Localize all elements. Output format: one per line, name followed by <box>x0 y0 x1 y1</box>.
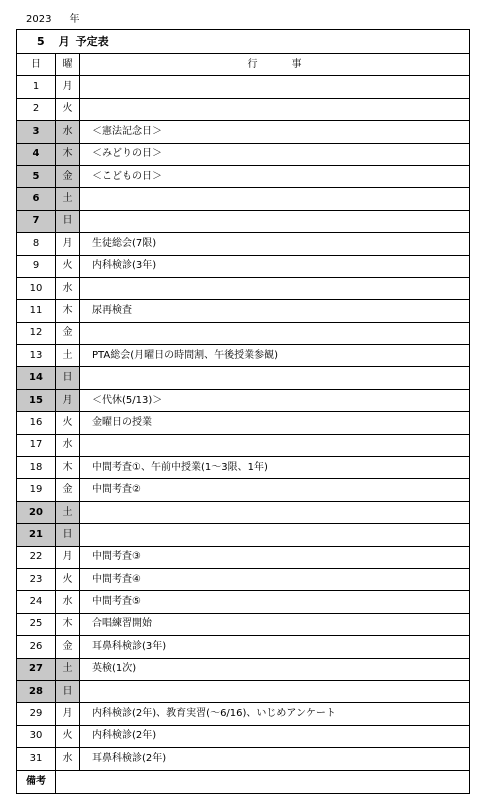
day-of-week: 日 <box>56 680 80 702</box>
day-row <box>17 658 470 680</box>
day-of-week: 金 <box>56 636 80 658</box>
event-text: 耳鼻科検診(3年) <box>80 636 470 658</box>
day-of-week: 月 <box>56 703 80 725</box>
day-row <box>17 591 470 613</box>
day-number: 20 <box>17 501 56 523</box>
day-of-week: 火 <box>56 412 80 434</box>
event-text: 耳鼻科検診(2年) <box>80 748 470 770</box>
event-text <box>80 434 470 456</box>
day-of-week: 水 <box>56 434 80 456</box>
day-row <box>17 524 470 546</box>
day-row <box>17 613 470 635</box>
day-of-week: 金 <box>56 479 80 501</box>
day-of-week: 火 <box>56 725 80 747</box>
day-of-week: 火 <box>56 568 80 590</box>
day-number: 5 <box>17 165 56 187</box>
event-text: 中間考査④ <box>80 568 470 590</box>
year-suffix: 年 <box>69 14 80 25</box>
event-text <box>80 367 470 389</box>
day-of-week: 土 <box>56 658 80 680</box>
day-number: 29 <box>17 703 56 725</box>
event-text: 中間考査①、午前中授業(1～3限、1年) <box>80 457 470 479</box>
day-of-week: 火 <box>56 98 80 120</box>
day-of-week: 水 <box>56 591 80 613</box>
day-row <box>17 703 470 725</box>
event-text <box>80 524 470 546</box>
day-row <box>17 300 470 322</box>
event-text: ＜みどりの日＞ <box>80 143 470 165</box>
day-of-week: 木 <box>56 457 80 479</box>
event-text: PTA総会(月曜日の時間割、午後授業参観) <box>80 345 470 367</box>
day-row <box>17 233 470 255</box>
day-of-week: 金 <box>56 322 80 344</box>
day-number: 24 <box>17 591 56 613</box>
event-text: 合唱練習開始 <box>80 613 470 635</box>
day-of-week: 月 <box>56 546 80 568</box>
day-of-week: 木 <box>56 613 80 635</box>
day-number: 28 <box>17 680 56 702</box>
header-event-1: 行 <box>247 58 258 70</box>
day-row <box>17 389 470 411</box>
title-label: 予定表 <box>75 35 109 48</box>
day-row <box>17 367 470 389</box>
day-of-week: 月 <box>56 233 80 255</box>
event-text: ＜こどもの日＞ <box>80 165 470 187</box>
day-row <box>17 434 470 456</box>
event-text: 内科検診(3年) <box>80 255 470 277</box>
day-row <box>17 322 470 344</box>
title-month-suffix: 月 <box>58 35 70 48</box>
day-number: 26 <box>17 636 56 658</box>
day-row <box>17 76 470 98</box>
day-of-week: 土 <box>56 345 80 367</box>
day-of-week: 土 <box>56 501 80 523</box>
day-row <box>17 165 470 187</box>
day-number: 15 <box>17 389 56 411</box>
day-number: 17 <box>17 434 56 456</box>
header-dow: 曜 <box>56 54 80 76</box>
day-number: 9 <box>17 255 56 277</box>
day-number: 27 <box>17 658 56 680</box>
day-number: 30 <box>17 725 56 747</box>
day-number: 23 <box>17 568 56 590</box>
day-row <box>17 680 470 702</box>
header-event-2: 事 <box>291 58 302 70</box>
day-number: 3 <box>17 121 56 143</box>
event-text <box>80 210 470 232</box>
day-row <box>17 636 470 658</box>
notes-row <box>17 770 470 793</box>
day-row <box>17 748 470 770</box>
day-row <box>17 188 470 210</box>
day-number: 31 <box>17 748 56 770</box>
day-number: 11 <box>17 300 56 322</box>
title-month: 5 <box>37 35 45 48</box>
header-event <box>80 54 470 76</box>
day-row <box>17 546 470 568</box>
event-text <box>80 98 470 120</box>
day-of-week: 水 <box>56 748 80 770</box>
event-text <box>80 76 470 98</box>
event-text <box>80 322 470 344</box>
event-text: ＜憲法記念日＞ <box>80 121 470 143</box>
event-text: 英検(1次) <box>80 658 470 680</box>
day-row <box>17 501 470 523</box>
day-of-week: 日 <box>56 210 80 232</box>
day-number: 14 <box>17 367 56 389</box>
header-day: 日 <box>17 54 56 76</box>
day-number: 12 <box>17 322 56 344</box>
day-of-week: 火 <box>56 255 80 277</box>
day-row <box>17 479 470 501</box>
day-number: 25 <box>17 613 56 635</box>
day-row <box>17 457 470 479</box>
event-text: 金曜日の授業 <box>80 412 470 434</box>
day-number: 16 <box>17 412 56 434</box>
notes-label: 備考 <box>17 770 56 793</box>
event-text <box>80 501 470 523</box>
day-row <box>17 143 470 165</box>
day-row <box>17 210 470 232</box>
day-number: 22 <box>17 546 56 568</box>
event-text <box>80 277 470 299</box>
day-row <box>17 255 470 277</box>
day-number: 10 <box>17 277 56 299</box>
event-text: 尿再検査 <box>80 300 470 322</box>
day-number: 7 <box>17 210 56 232</box>
title-row <box>17 30 470 54</box>
header-row <box>17 54 470 76</box>
day-row <box>17 412 470 434</box>
day-number: 4 <box>17 143 56 165</box>
day-number: 21 <box>17 524 56 546</box>
event-text: ＜代休(5/13)＞ <box>80 389 470 411</box>
day-number: 1 <box>17 76 56 98</box>
event-text <box>80 680 470 702</box>
year-number: 2023 <box>26 14 52 25</box>
day-number: 2 <box>17 98 56 120</box>
schedule-table <box>16 29 470 794</box>
day-of-week: 月 <box>56 389 80 411</box>
day-of-week: 水 <box>56 121 80 143</box>
year-label <box>26 10 97 25</box>
day-of-week: 日 <box>56 524 80 546</box>
event-text: 内科検診(2年)、教育実習(～6/16)、いじめアンケート <box>80 703 470 725</box>
day-of-week: 木 <box>56 143 80 165</box>
event-text <box>80 188 470 210</box>
day-of-week: 水 <box>56 277 80 299</box>
day-row <box>17 98 470 120</box>
day-of-week: 金 <box>56 165 80 187</box>
day-number: 19 <box>17 479 56 501</box>
day-row <box>17 568 470 590</box>
event-text: 中間考査② <box>80 479 470 501</box>
day-number: 13 <box>17 345 56 367</box>
day-of-week: 土 <box>56 188 80 210</box>
day-number: 6 <box>17 188 56 210</box>
day-number: 8 <box>17 233 56 255</box>
day-row <box>17 345 470 367</box>
day-of-week: 日 <box>56 367 80 389</box>
day-number: 18 <box>17 457 56 479</box>
day-row <box>17 121 470 143</box>
page-title <box>17 30 470 54</box>
day-of-week: 月 <box>56 76 80 98</box>
event-text: 中間考査③ <box>80 546 470 568</box>
notes-text <box>56 770 470 793</box>
event-text: 内科検診(2年) <box>80 725 470 747</box>
day-row <box>17 725 470 747</box>
day-of-week: 木 <box>56 300 80 322</box>
event-text: 生徒総会(7限) <box>80 233 470 255</box>
event-text: 中間考査⑤ <box>80 591 470 613</box>
day-row <box>17 277 470 299</box>
